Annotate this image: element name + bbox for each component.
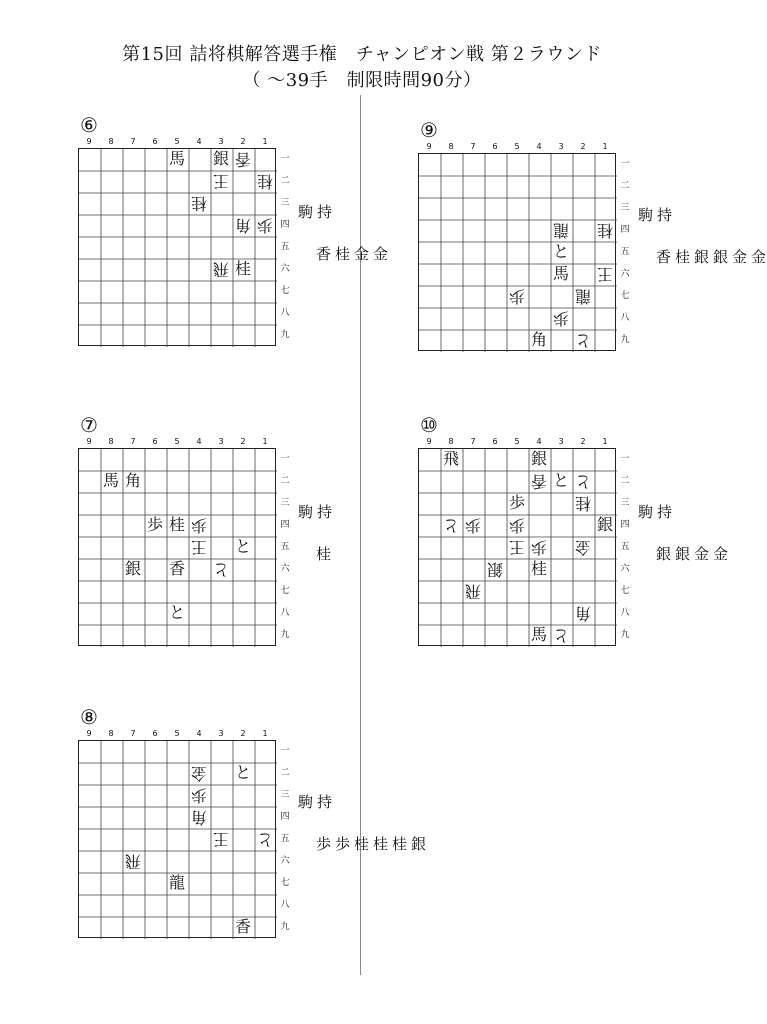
file-label: 4 [196, 437, 202, 446]
rank-label: 七 [280, 286, 290, 296]
gote-piece: 金 [575, 538, 592, 557]
file-label: 9 [86, 729, 92, 738]
gote-piece: 桂 [597, 221, 614, 240]
sente-piece: 桂 [530, 559, 547, 578]
board-grid [79, 149, 277, 347]
sente-piece: 香 [234, 917, 251, 936]
rank-label: 五 [280, 542, 290, 552]
hand-label: 持駒 [296, 504, 333, 520]
hand-label: 持駒 [296, 204, 333, 220]
file-labels [78, 137, 276, 147]
rank-label: 七 [280, 586, 290, 596]
file-label: 5 [174, 729, 180, 738]
rank-label: 四 [280, 220, 290, 230]
gote-piece: 歩 [191, 516, 208, 535]
hand-label: 持駒 [636, 207, 673, 223]
gote-piece: と [553, 626, 570, 645]
rank-label: 八 [280, 608, 290, 618]
file-label: 2 [240, 729, 246, 738]
gote-piece: 歩 [509, 516, 526, 535]
file-label: 3 [558, 142, 564, 151]
file-labels [78, 437, 276, 447]
file-label: 2 [240, 137, 246, 146]
rank-label: 二 [280, 476, 290, 486]
gote-piece: 角 [235, 216, 252, 235]
gote-piece: 歩 [465, 516, 482, 535]
sente-piece: 角 [530, 330, 547, 349]
file-label: 2 [580, 437, 586, 446]
sente-piece: 龍 [168, 873, 185, 892]
file-label: 8 [448, 142, 454, 151]
rank-label: 七 [280, 878, 290, 888]
shogi-board [78, 148, 276, 346]
gote-piece: と [443, 516, 460, 535]
gote-piece: 飛 [213, 260, 230, 279]
hand-pieces: 金金桂香 [314, 246, 389, 262]
sente-piece: 歩 [508, 493, 525, 512]
gote-piece: 王 [191, 538, 208, 557]
sente-piece: 桂 [168, 515, 185, 534]
shogi-board [78, 448, 276, 646]
page-title: 第15回 詰将棋解答選手権 チャンピオン戦 第２ラウンド [122, 44, 602, 65]
file-labels [418, 142, 616, 152]
rank-label: 二 [280, 176, 290, 186]
rank-label: 六 [280, 856, 290, 866]
file-label: 1 [262, 437, 268, 446]
gote-piece: と [213, 560, 230, 579]
sente-piece: 銀 [212, 149, 229, 168]
sente-piece: と [552, 242, 569, 261]
gote-piece: 桂 [575, 494, 592, 513]
rank-label: 一 [280, 746, 290, 756]
file-label: 4 [196, 137, 202, 146]
file-label: 6 [152, 729, 158, 738]
file-label: 4 [196, 729, 202, 738]
file-label: 6 [152, 137, 158, 146]
rank-label: 五 [620, 542, 630, 552]
sente-piece: 香 [168, 559, 185, 578]
sente-piece: 桂 [234, 259, 251, 278]
gote-piece: 飛 [125, 852, 142, 871]
gote-piece: 桂 [257, 172, 274, 191]
hand-label: 持駒 [296, 794, 333, 810]
sente-piece: 銀 [124, 559, 141, 578]
rank-label: 一 [620, 454, 630, 464]
sente-piece: 歩 [146, 515, 163, 534]
rank-label: 五 [280, 834, 290, 844]
sente-piece: 角 [124, 471, 141, 490]
rank-label: 一 [280, 154, 290, 164]
file-label: 1 [262, 137, 268, 146]
rank-label: 九 [280, 922, 290, 932]
hand-pieces: 銀桂桂桂歩歩 [314, 836, 427, 852]
rank-label: 七 [620, 586, 630, 596]
sente-piece: 馬 [102, 471, 119, 490]
gote-piece: 王 [509, 538, 526, 557]
hand-pieces: 金金銀銀 [654, 546, 729, 562]
problem-number: ⑥ [80, 113, 98, 137]
sente-piece: と [168, 603, 185, 622]
rank-label: 五 [620, 247, 630, 257]
rank-label: 四 [280, 812, 290, 822]
gote-piece: 香 [235, 150, 252, 169]
gote-piece: 歩 [509, 287, 526, 306]
rank-label: 六 [280, 564, 290, 574]
file-label: 6 [152, 437, 158, 446]
gote-piece: 龍 [575, 287, 592, 306]
gote-piece: 龍 [553, 221, 570, 240]
rank-label: 五 [280, 242, 290, 252]
file-label: 9 [86, 137, 92, 146]
file-label: 9 [426, 437, 432, 446]
file-label: 5 [514, 437, 520, 446]
gote-piece: 角 [191, 808, 208, 827]
sente-piece: 飛 [442, 449, 459, 468]
rank-label: 四 [280, 520, 290, 530]
file-label: 1 [602, 142, 608, 151]
shogi-board [418, 153, 616, 351]
file-label: 1 [602, 437, 608, 446]
sente-piece: 馬 [530, 625, 547, 644]
rank-label: 三 [620, 498, 630, 508]
file-label: 7 [130, 729, 136, 738]
hand-pieces: 桂 [314, 546, 332, 562]
rank-label: 二 [620, 181, 630, 191]
file-label: 8 [108, 729, 114, 738]
file-labels [78, 729, 276, 739]
rank-label: 一 [620, 159, 630, 169]
problem-number: ⑧ [80, 705, 98, 729]
rank-label: 二 [280, 768, 290, 778]
sente-piece: 馬 [552, 264, 569, 283]
rank-label: 六 [620, 564, 630, 574]
problem-number: ⑦ [80, 413, 98, 437]
file-label: 3 [218, 137, 224, 146]
file-label: 3 [218, 729, 224, 738]
rank-label: 三 [280, 198, 290, 208]
sente-piece: と [234, 763, 251, 782]
page-subtitle: （ ～39手 制限時間90分） [242, 70, 482, 91]
rank-label: 八 [280, 308, 290, 318]
gote-piece: 銀 [487, 560, 504, 579]
rank-label: 三 [280, 790, 290, 800]
file-label: 7 [470, 142, 476, 151]
rank-label: 九 [280, 630, 290, 640]
file-label: 8 [448, 437, 454, 446]
rank-label: 三 [280, 498, 290, 508]
file-label: 3 [218, 437, 224, 446]
rank-label: 三 [620, 203, 630, 213]
file-label: 4 [536, 437, 542, 446]
gote-piece: 歩 [553, 309, 570, 328]
sente-piece: 銀 [596, 515, 613, 534]
gote-piece: 王 [213, 830, 230, 849]
file-label: 7 [470, 437, 476, 446]
gote-piece: 金 [191, 764, 208, 783]
file-label: 9 [426, 142, 432, 151]
gote-piece: 王 [213, 172, 230, 191]
gote-piece: と [575, 472, 592, 491]
file-label: 5 [174, 137, 180, 146]
rank-label: 六 [280, 264, 290, 274]
file-labels [418, 437, 616, 447]
sente-piece: 銀 [530, 449, 547, 468]
rank-label: 九 [620, 630, 630, 640]
rank-label: 八 [620, 608, 630, 618]
sente-piece: 馬 [168, 149, 185, 168]
file-label: 6 [492, 142, 498, 151]
gote-piece: 歩 [257, 216, 274, 235]
rank-label: 八 [620, 313, 630, 323]
rank-label: 四 [620, 520, 630, 530]
sente-piece: と [234, 537, 251, 556]
shogi-board [78, 740, 276, 938]
shogi-board [418, 448, 616, 646]
board-grid [419, 154, 617, 352]
file-label: 5 [174, 437, 180, 446]
rank-label: 九 [620, 335, 630, 345]
gote-piece: 歩 [531, 538, 548, 557]
file-label: 7 [130, 437, 136, 446]
file-label: 1 [262, 729, 268, 738]
sente-piece: と [552, 471, 569, 490]
rank-label: 八 [280, 900, 290, 910]
gote-piece: 飛 [465, 582, 482, 601]
file-label: 7 [130, 137, 136, 146]
gote-piece: 桂 [191, 194, 208, 213]
file-label: 6 [492, 437, 498, 446]
gote-piece: 歩 [191, 786, 208, 805]
gote-piece: 香 [531, 472, 548, 491]
rank-label: 六 [620, 269, 630, 279]
file-label: 9 [86, 437, 92, 446]
rank-label: 四 [620, 225, 630, 235]
file-label: 4 [536, 142, 542, 151]
file-label: 5 [514, 142, 520, 151]
problem-number: ⑩ [420, 413, 438, 437]
gote-piece: と [257, 830, 274, 849]
file-label: 3 [558, 437, 564, 446]
file-label: 2 [580, 142, 586, 151]
rank-label: 二 [620, 476, 630, 486]
gote-piece: と [575, 331, 592, 350]
hand-pieces: 金金銀銀桂香 [654, 249, 767, 265]
rank-label: 九 [280, 330, 290, 340]
file-label: 8 [108, 437, 114, 446]
rank-label: 七 [620, 291, 630, 301]
problem-number: ⑨ [420, 118, 438, 142]
rank-label: 一 [280, 454, 290, 464]
hand-label: 持駒 [636, 504, 673, 520]
gote-piece: 王 [597, 265, 614, 284]
gote-piece: 角 [575, 604, 592, 623]
file-label: 8 [108, 137, 114, 146]
file-label: 2 [240, 437, 246, 446]
